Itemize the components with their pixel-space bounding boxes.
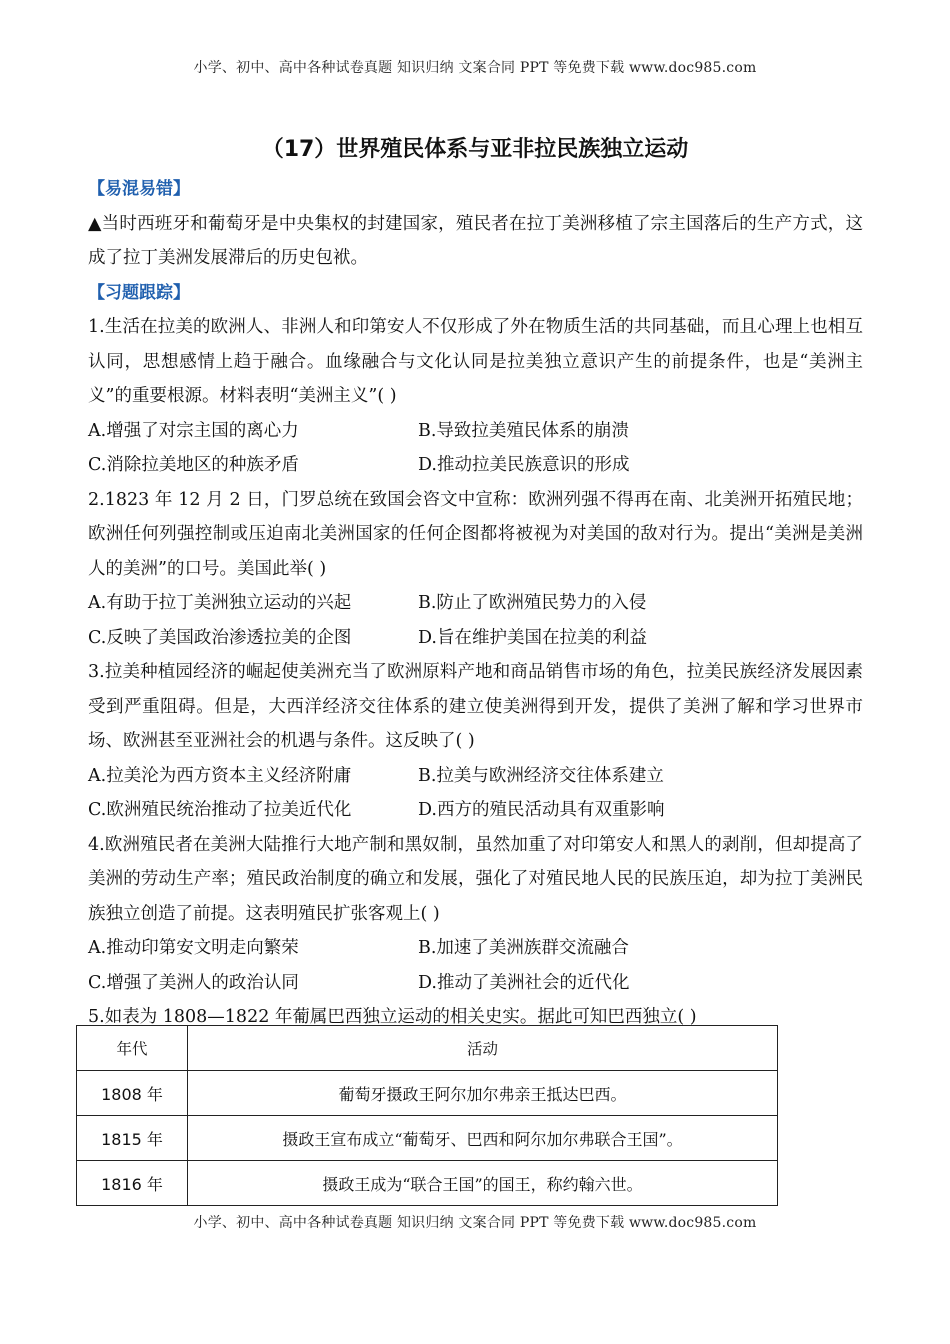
option-d: D.推动了美洲社会的近代化 <box>418 972 630 993</box>
table-cell-activity: 摄政王成为“联合王国”的国王，称约翰六世。 <box>188 1161 778 1206</box>
option-a: A.有助于拉丁美洲独立运动的兴起 <box>88 593 352 613</box>
page-footer: 小学、初中、高中各种试卷真题 知识归纳 文案合同 PPT 等免费下载 www.doc985.com <box>193 1215 757 1231</box>
option-c: C.消除拉美地区的种族矛盾 <box>88 455 299 475</box>
option-c: C.欧洲殖民统治推动了拉美近代化 <box>88 800 352 820</box>
option-b: B.防止了欧洲殖民势力的入侵 <box>418 593 647 613</box>
question-stem: 3.拉美种植园经济的崛起使美洲充当了欧洲原料产地和商品销售市场的角色，拉美民族经济发展因素受到严重阻碍。但是，大西洋经济交往体系的建立使美洲得到开发，提供了美洲了解和学习世界市场、欧洲甚至亚洲社会的机遇与条件。这反映了( ) <box>88 662 863 751</box>
page-title: （17）世界殖民体系与亚非拉民族独立运动 <box>261 137 689 162</box>
table-cell-year: 1808 年 <box>77 1071 188 1116</box>
table-row <box>77 1161 778 1206</box>
option-b: B.加速了美洲族群交流融合 <box>418 938 629 958</box>
question-2 <box>88 483 863 656</box>
option-a: A.增强了对宗主国的离心力 <box>88 420 299 441</box>
table-cell-year: 1815 年 <box>77 1116 188 1161</box>
history-table <box>76 1025 778 1206</box>
question-stem: 5.如表为 1808—1822 年葡属巴西独立运动的相关史实。据此可知巴西独立( ) <box>88 1007 697 1027</box>
option-d: D.旨在维护美国在拉美的利益 <box>418 627 647 648</box>
section-heading-pitfalls: 【易混易错】 <box>88 179 190 199</box>
question-stem: 2.1823 年 12 月 2 日，门罗总统在致国会咨文中宣称：欧洲列强不得再在南、北美洲开拓殖民地；欧洲任何列强控制或压迫南北美洲国家的任何企图都将被视为对美国的敌对行为。提出“美洲是美洲人的美洲”的口号。美国此举( ) <box>88 489 863 579</box>
option-d: D.推动拉美民族意识的形成 <box>418 455 630 475</box>
table-row <box>77 1071 778 1116</box>
question-4 <box>88 828 863 1001</box>
table-cell-activity: 葡萄牙摄政王阿尔加尔弗亲王抵达巴西。 <box>188 1071 778 1116</box>
option-b: B.导致拉美殖民体系的崩溃 <box>418 420 629 441</box>
question-3 <box>88 655 863 828</box>
page-header: 小学、初中、高中各种试卷真题 知识归纳 文案合同 PPT 等免费下载 www.doc985.com <box>193 60 757 76</box>
table-header-activity: 活动 <box>188 1026 778 1071</box>
option-d: D.西方的殖民活动具有双重影响 <box>418 800 665 820</box>
pitfall-note: ▲当时西班牙和葡萄牙是中央集权的封建国家，殖民者在拉丁美洲移植了宗主国落后的生产方式，这成了拉丁美洲发展滞后的历史包袱。 <box>88 213 863 268</box>
question-1 <box>88 310 863 483</box>
document-body <box>88 172 863 1035</box>
question-stem: 1.生活在拉美的欧洲人、非洲人和印第安人不仅形成了外在物质生活的共同基础，而且心理上也相互认同，思想感情上趋于融合。血缘融合与文化认同是拉美独立意识产生的前提条件，也是“美洲主义”的重要根源。材料表明“美洲主义”( ) <box>88 317 863 406</box>
table-row <box>77 1116 778 1161</box>
table-header-row <box>77 1026 778 1071</box>
option-c: C.增强了美洲人的政治认同 <box>88 972 299 993</box>
table-header-year: 年代 <box>77 1026 188 1071</box>
section-heading-exercises: 【习题跟踪】 <box>88 282 190 303</box>
table-cell-activity: 摄政王宣布成立“葡萄牙、巴西和阿尔加尔弗联合王国”。 <box>188 1116 778 1161</box>
option-c: C.反映了美国政治渗透拉美的企图 <box>88 627 352 648</box>
table-cell-year: 1816 年 <box>77 1161 188 1206</box>
question-stem: 4.欧洲殖民者在美洲大陆推行大地产制和黑奴制，虽然加重了对印第安人和黑人的剥削，但却提高了美洲的劳动生产率；殖民政治制度的确立和发展，强化了对殖民地人民的民族压迫，却为拉丁美洲民族独立创造了前提。这表明殖民扩张客观上( ) <box>88 834 863 924</box>
option-b: B.拉美与欧洲经济交往体系建立 <box>418 765 664 786</box>
option-a: A.推动印第安文明走向繁荣 <box>88 938 299 958</box>
option-a: A.拉美沦为西方资本主义经济附庸 <box>88 765 352 786</box>
